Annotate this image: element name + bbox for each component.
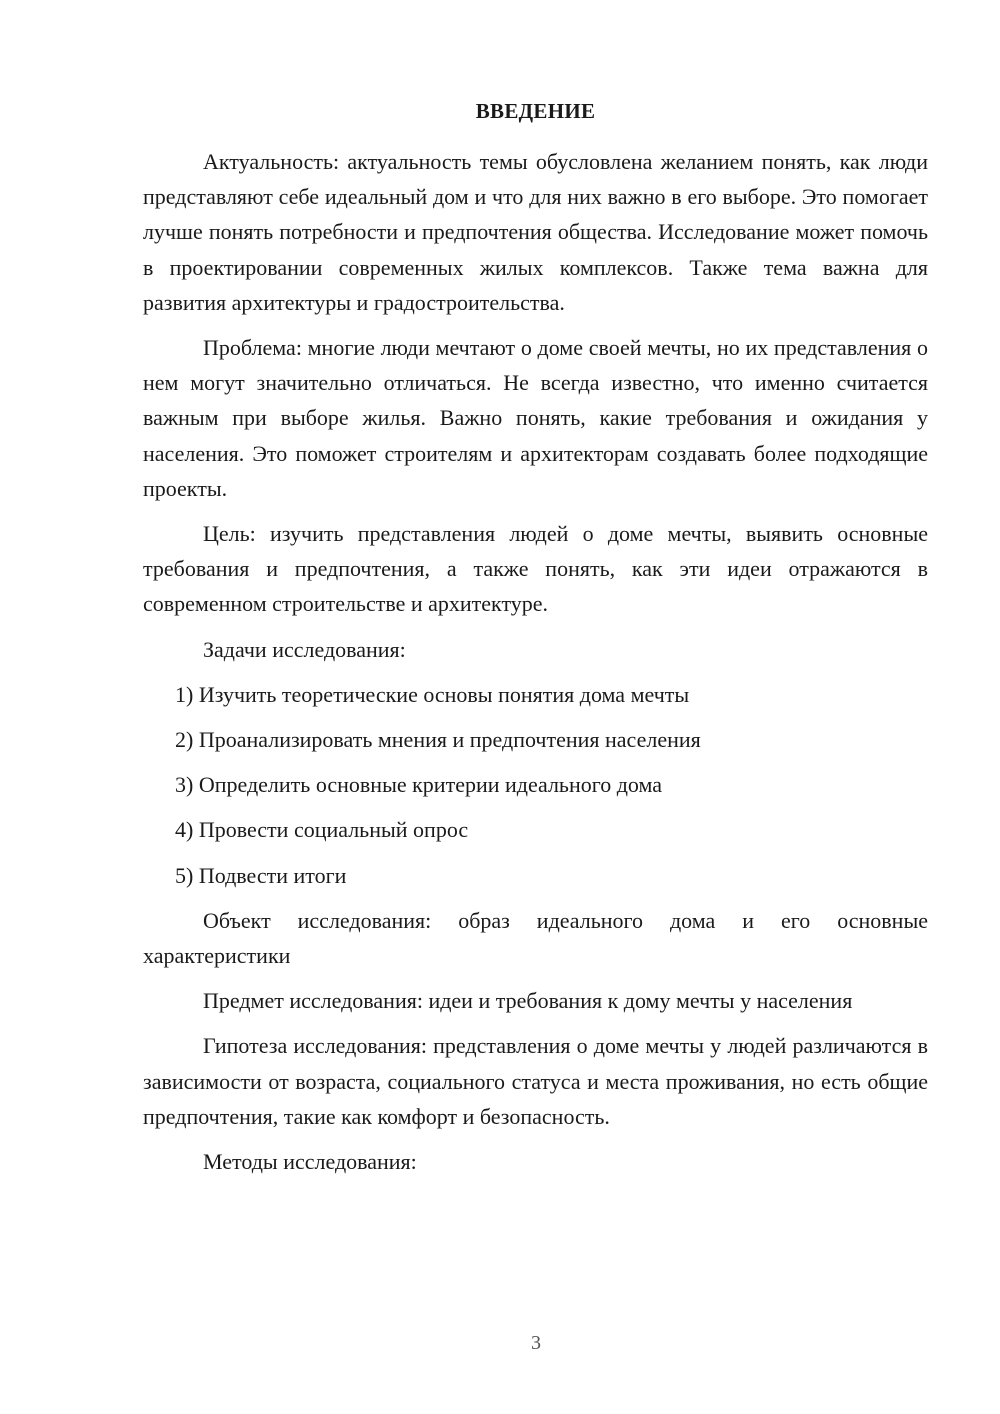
tasks-list [143,677,928,893]
hypothesis-paragraph: Гипотеза исследования: представления о доме мечты у людей различаются в зависимости от возраста, социального статуса и места проживания, но есть общие предпочтения, такие как комфорт и безопасность. [143,1033,928,1129]
list-item: 3) Определить основные критерии идеального дома [175,772,663,798]
list-item: 4) Провести социальный опрос [175,817,469,843]
relevance-paragraph: Актуальность: актуальность темы обусловлена желанием понять, как люди представляют себе идеальный дом и что для них важно в его выборе. Это помогает лучше понять потребности и предпочтения общества. Исследование может помочь в проектировании современных жилых комплексов. Также тема важна для развития архитектуры и градостроительства. [143,149,928,315]
subject-paragraph: Предмет исследования: идеи и требования к дому мечты у населения [203,988,853,1014]
list-item: 5) Подвести итоги [175,862,347,888]
methods-heading: Методы исследования: [203,1149,417,1175]
list-item: 1) Изучить теоретические основы понятия дома мечты [175,681,690,707]
page-number: 3 [531,1332,541,1354]
goal-paragraph: Цель: изучить представления людей о доме мечты, выявить основные требования и предпочтения, а также понять, как эти идеи отражаются в современном строительстве и архитектуре. [143,521,928,617]
list-item: 2) Проанализировать мнения и предпочтения населения [175,727,701,753]
page-title: ВВЕДЕНИЕ [475,99,596,123]
tasks-heading: Задачи исследования: [203,636,406,662]
object-paragraph: Объект исследования: образ идеального дома и его основные характеристики [143,907,928,969]
problem-paragraph: Проблема: многие люди мечтают о доме своей мечты, но их представления о нем могут значительно отличаться. Не всегда известно, что именно считается важным при выборе жилья. Важно понять, какие требования и ожидания у населения. Это поможет строителям и архитекторам создавать более подходящие проекты. [143,335,928,501]
page-content [143,92,928,1189]
